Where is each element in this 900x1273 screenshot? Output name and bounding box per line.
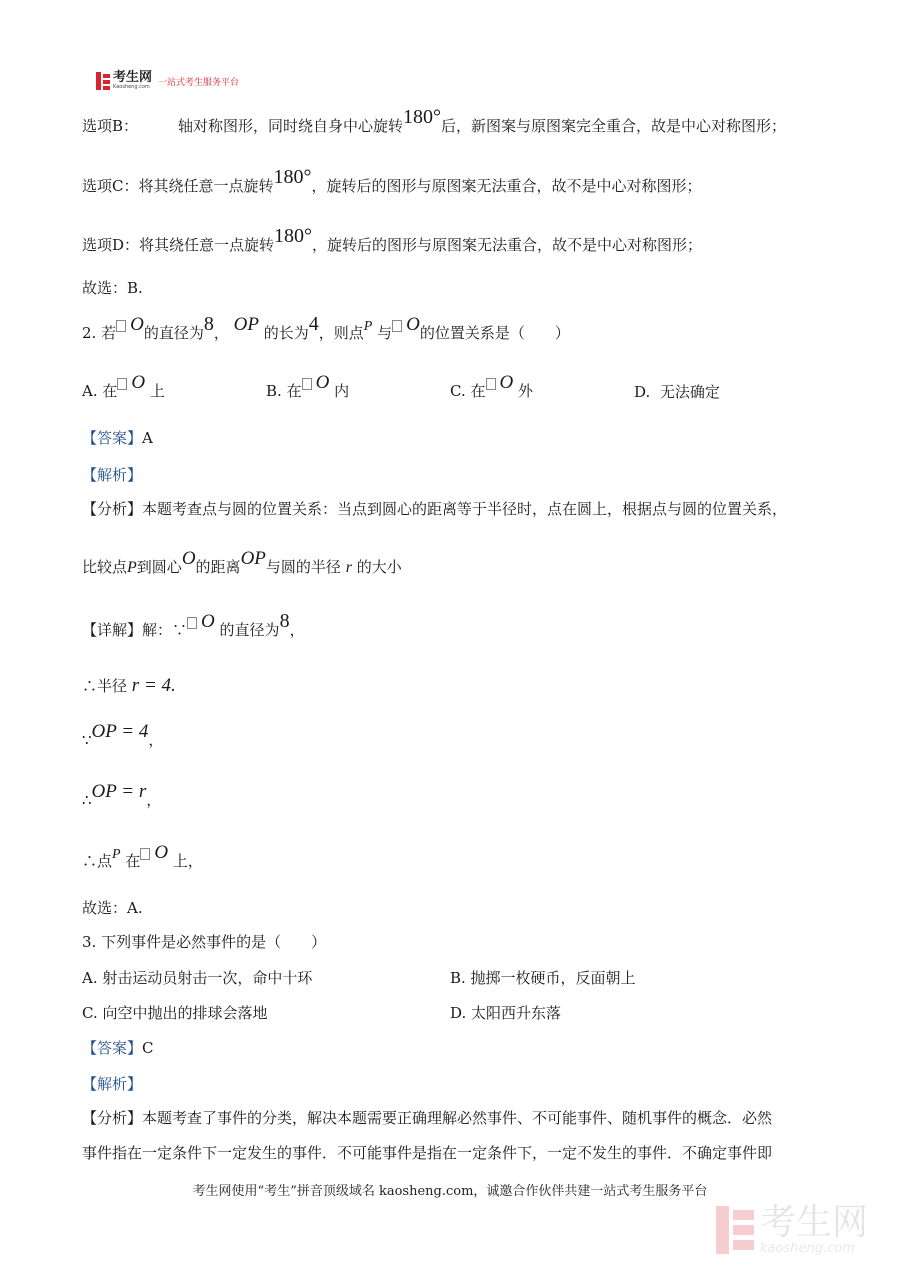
circle-symbol-icon	[392, 320, 402, 332]
option-c-explanation: 选项C：将其绕任意一点旋转180°，旋转后的图形与原图案无法重合，故不是中心对称图形；	[82, 166, 702, 195]
circle-symbol-icon	[302, 378, 312, 390]
q2-option-c: C. 在 O 外	[450, 372, 534, 400]
circle-symbol-icon	[140, 848, 150, 860]
q2-detail-5: ∴点P 在 O 上，	[82, 842, 203, 870]
option-d-explanation: 选项D：将其绕任意一点旋转180°，旋转后的图形与原图案无法重合，故不是中心对称图形；	[82, 225, 703, 254]
q2-answer: 【答案】A	[82, 429, 153, 447]
q2-detail-4: ∴OP = r，	[82, 781, 162, 809]
header-slogan: 一站式考生服务平台	[158, 77, 240, 88]
q2-detail-1: 【详解】解：∵ O 的直径为8，	[82, 610, 305, 639]
q3-option-a: A. 射击运动员射击一次，命中十环	[82, 969, 313, 987]
option-b-explanation: 选项B： 轴对称图形，同时绕自身中心旋转180°后，新图案与原图案完全重合，故是中心对称图形；	[82, 106, 787, 135]
site-logo	[96, 72, 239, 90]
q3-analysis-1: 【分析】本题考查了事件的分类，解决本题需要正确理解必然事件、不可能事件、随机事件的概念．必然	[82, 1109, 773, 1127]
logo-name: 考生网	[113, 70, 153, 85]
q2-option-a: A. 在 O 上	[82, 372, 165, 400]
q3-analysis-tag: 【解析】	[82, 1075, 143, 1093]
q2-analysis-2: 比较点P到圆心O的距离OP与圆的半径 r 的大小	[82, 548, 402, 576]
watermark-mark-icon	[716, 1206, 754, 1254]
circle-symbol-icon	[187, 617, 197, 629]
choose-line-1: 故选：B.	[82, 279, 143, 297]
question-3-stem: 3. 下列事件是必然事件的是（ ）	[82, 933, 327, 951]
q2-analysis-1: 【分析】本题考查点与圆的位置关系：当点到圆心的距离等于半径时，点在圆上，根据点与圆的位置关系，	[82, 500, 788, 518]
q3-analysis-2: 事件指在一定条件下一定发生的事件．不可能事件是指在一定条件下，一定不发生的事件．不确定事件即	[82, 1144, 773, 1162]
q2-option-b: B. 在 O 内	[266, 372, 350, 400]
circle-symbol-icon	[116, 320, 126, 332]
circle-symbol-icon	[117, 378, 127, 390]
watermark-domain: kaosheng.com	[760, 1241, 855, 1256]
watermark-name: 考生网	[760, 1202, 869, 1243]
logo-mark-icon	[96, 72, 110, 90]
q3-option-b: B. 抛掷一枚硬币，反面朝上	[450, 969, 636, 987]
q3-answer: 【答案】C	[82, 1039, 154, 1057]
choose-line-2: 故选：A.	[82, 899, 143, 917]
circle-symbol-icon	[486, 378, 496, 390]
question-2-stem: 2. 若 O的直径为8， OP 的长为4，则点P 与 O的位置关系是（ ）	[82, 313, 570, 342]
q3-option-d: D. 太阳西升东落	[450, 1004, 562, 1022]
logo-domain: Kaosheng.com	[113, 84, 150, 90]
q2-option-d: D. 无法确定	[634, 383, 720, 401]
q2-detail-2: ∴半径 r = 4.	[82, 675, 176, 696]
watermark-logo	[716, 1204, 868, 1256]
q2-analysis-tag: 【解析】	[82, 466, 143, 484]
q2-detail-3: ∵OP = 4，	[82, 721, 164, 749]
q3-option-c: C. 向空中抛出的排球会落地	[82, 1004, 268, 1022]
page-footer: 考生网使用“考生”拼音顶级域名 kaosheng.com，诚邀合作伙伴共建一站式考生服务平台	[192, 1184, 708, 1199]
